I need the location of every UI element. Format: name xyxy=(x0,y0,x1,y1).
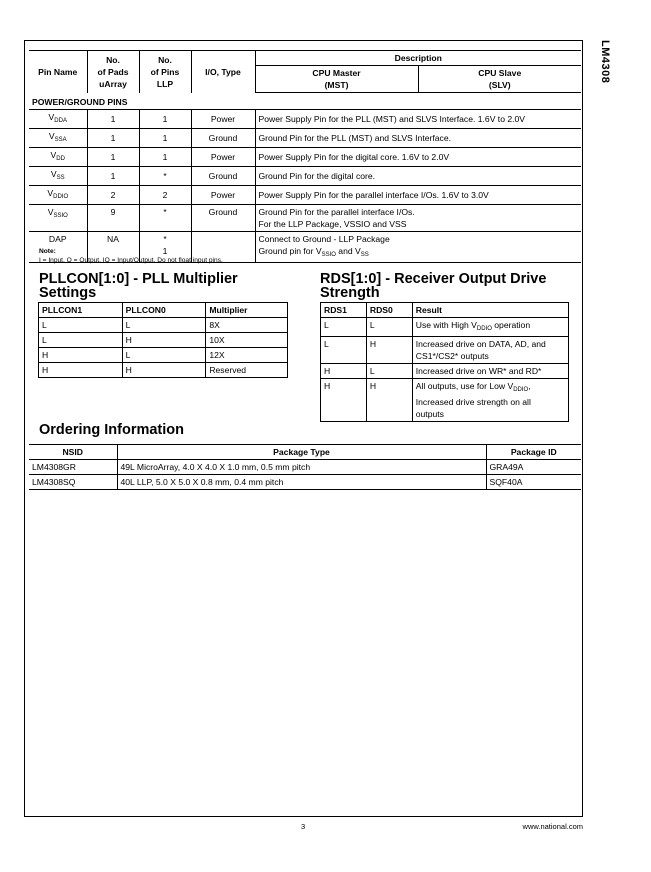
table-row: L L Use with High $V_{DDIO}$ operation xyxy=(321,318,569,337)
table-row: LM4308GR 49L MicroArray, 4.0 X 4.0 X 1.0 mm, 0.5 mm pitch GRA49A xyxy=(29,460,581,475)
table-row: H H All outputs, use for Low $V_{DDIO}$, Increased drive strength on all outputs xyxy=(321,379,569,422)
cpu-master-header: CPU Master (MST) xyxy=(255,66,418,93)
pads-header: No. of Pads uArray xyxy=(87,51,139,93)
pllcon-section-title: PLLCON[1:0] - PLL Multiplier Settings xyxy=(39,271,238,301)
table-row: $V_{DDA}$ 1 1 Power Power Supply Pin for the PLL (MST) and SLVS Interface. 1.6V to 2.0V xyxy=(29,110,581,129)
pin-description-table xyxy=(29,50,581,263)
table-row: H L 12X xyxy=(39,348,288,363)
io-type-header: I/O, Type xyxy=(191,51,255,93)
note-text: I = Input, O = Output, IO = Input/Output. Do not float input pins. xyxy=(39,257,223,264)
table-row: L H Increased drive on DATA, AD, and CS1*/CS2* outputs xyxy=(321,337,569,364)
pllcon-table xyxy=(38,302,288,378)
ordering-section-title: Ordering Information xyxy=(39,422,184,438)
dap-row: DAP NA * 1 Connect to Ground - LLP Package Ground pin for $V_{SSIO}$ and $V_{SS}$ xyxy=(29,232,581,263)
table-row: $V_{SSA}$ 1 1 Ground Ground Pin for the PLL (MST) and SLVS Interface. xyxy=(29,129,581,148)
table-row: H H Reserved xyxy=(39,363,288,378)
part-number-side-label: LM4308 xyxy=(599,40,611,84)
pin-table-header-row xyxy=(29,51,581,66)
ordering-table xyxy=(29,444,581,490)
rds-table xyxy=(320,302,569,422)
table-row: $V_{SSIO}$ 9 * Ground Ground Pin for the parallel interface I/Os. For the LLP Package, VSSIO and VSS xyxy=(29,205,581,232)
table-row: $V_{DDIO}$ 2 2 Power Power Supply Pin for the parallel interface I/Os. 1.6V to 3.0V xyxy=(29,186,581,205)
description-header: Description xyxy=(255,51,581,66)
table-row: $V_{DD}$ 1 1 Power Power Supply Pin for the digital core. 1.6V to 2.0V xyxy=(29,148,581,167)
power-ground-section-label: POWER/GROUND PINS xyxy=(29,93,581,110)
table-row: L H 10X xyxy=(39,333,288,348)
pllcon-header-row: PLLCON1 PLLCON0 Multiplier xyxy=(39,303,288,318)
table-row: H L Increased drive on WR* and RD* xyxy=(321,364,569,379)
table-row: LM4308SQ 40L LLP, 5.0 X 5.0 X 0.8 mm, 0.4 mm pitch SQF40A xyxy=(29,475,581,490)
footer-website-link[interactable]: www.national.com xyxy=(522,822,583,831)
rds-header-row: RDS1 RDS0 Result xyxy=(321,303,569,318)
ordering-header-row: NSID Package Type Package ID xyxy=(29,445,581,460)
power-ground-section-row xyxy=(29,93,581,110)
cpu-slave-header: CPU Slave (SLV) xyxy=(418,66,581,93)
pins-header: No. of Pins LLP xyxy=(139,51,191,93)
rds-section-title: RDS[1:0] - Receiver Output Drive Strength xyxy=(320,271,547,301)
table-row: $V_{SS}$ 1 * Ground Ground Pin for the digital core. xyxy=(29,167,581,186)
table-row: L L 8X xyxy=(39,318,288,333)
page-number: 3 xyxy=(301,822,306,831)
pin-table-note xyxy=(39,247,223,265)
pin-name-header: Pin Name xyxy=(29,51,87,93)
note-label: Note: xyxy=(39,248,56,255)
